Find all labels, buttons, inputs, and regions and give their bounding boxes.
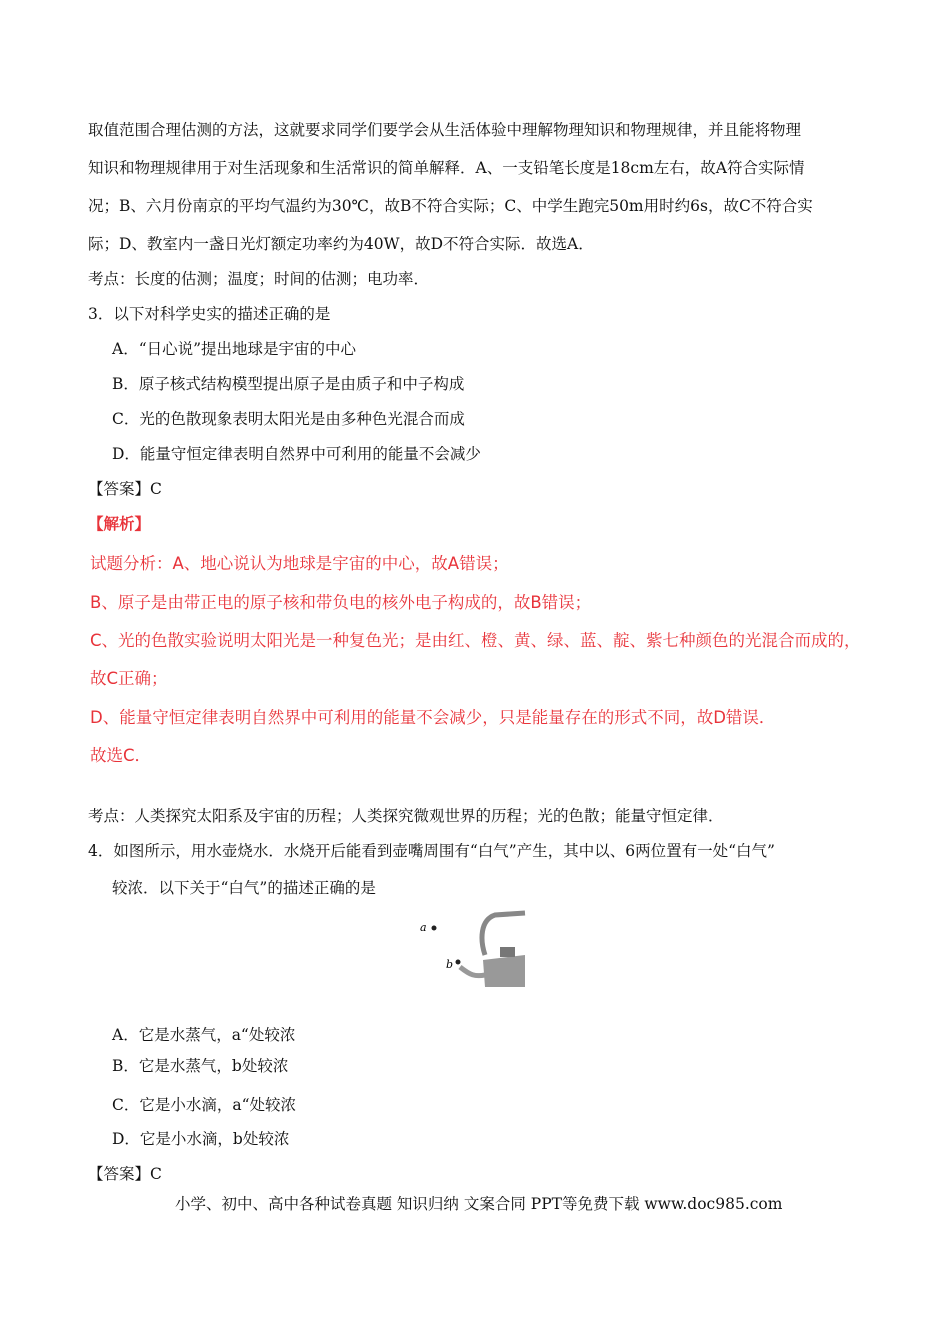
answer: 【答案】C [88, 1165, 162, 1183]
label-a: a [420, 921, 427, 934]
option: A．它是水蒸气，a“处较浓 [112, 1026, 296, 1044]
question-stem: 较浓．以下关于“白气”的描述正确的是 [112, 879, 376, 897]
point-b [456, 960, 461, 965]
point-a [432, 926, 437, 931]
text-line: 际；D、教室内一盏日光灯额定功率约为40W，故D不符合实际．故选A． [88, 235, 594, 253]
analysis-heading: 【解析】 [88, 514, 151, 533]
text-line: 况；B、六月份南京的平均气温约为30℃，故B不符合实际；C、中学生跑完50m用时约6s，故C不符合实 [88, 197, 813, 215]
option: B．原子核式结构模型提出原子是由质子和中子构成 [112, 375, 465, 393]
analysis-line: C、光的色散实验说明太阳光是一种复色光；是由红、橙、黄、绿、蓝、靛、紫七种颜色的光混合而成的， [90, 631, 861, 650]
text-line: 取值范围合理估测的方法，这就要求同学们要学会从生活体验中理解物理知识和物理规律，并且能将物理 [88, 121, 802, 139]
text-line: 知识和物理规律用于对生活现象和生活常识的简单解释．A、一支铅笔长度是18cm左右，故A符合实际情 [88, 159, 805, 177]
option: C．它是小水滴，a“处较浓 [112, 1096, 297, 1114]
kaodian: 考点：人类探究太阳系及宇宙的历程；人类探究微观世界的历程；光的色散；能量守恒定律． [88, 807, 724, 825]
analysis-line: 故选C． [90, 746, 152, 765]
analysis-line: B、原子是由带正电的原子核和带负电的核外电子构成的，故B错误； [90, 593, 592, 612]
option: C．光的色散现象表明太阳光是由多种色光混合而成 [112, 410, 465, 428]
question-stem: 3．以下对科学史实的描述正确的是 [88, 305, 331, 323]
answer: 【答案】C [88, 480, 162, 498]
option: D．它是小水滴，b处较浓 [112, 1130, 290, 1148]
question-stem: 4．如图所示，用水壶烧水．水烧开后能看到壶嘴周围有“白气”产生，其中以、6两位置有一处“白气” [88, 842, 775, 860]
analysis-line: 试题分析：A、地心说认为地球是宇宙的中心，故A错误； [90, 554, 509, 573]
kettle-figure [415, 905, 530, 990]
option: B．它是水蒸气，b处较浓 [112, 1057, 289, 1075]
footer: 小学、初中、高中各种试卷真题 知识归纳 文案合同 PPT等免费下载 www.doc985.com [175, 1195, 783, 1213]
kaodian: 考点：长度的估测；温度；时间的估测；电功率． [88, 270, 430, 288]
analysis-line: D、能量守恒定律表明自然界中可利用的能量不会减少，只是能量存在的形式不同，故D错误． [90, 708, 776, 727]
label-b: b [446, 958, 454, 971]
option: A．“日心说”提出地球是宇宙的中心 [112, 340, 357, 358]
option: D．能量守恒定律表明自然界中可利用的能量不会减少 [112, 445, 481, 463]
analysis-line: 故C正确； [90, 669, 168, 688]
